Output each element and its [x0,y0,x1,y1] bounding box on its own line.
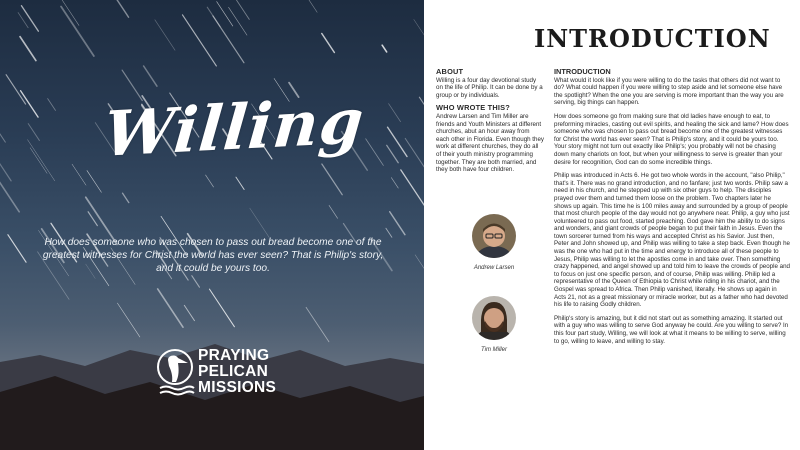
pelican-icon [154,348,196,398]
star-trail [217,2,233,26]
about-heading: ABOUT [436,67,464,76]
intro-heading: INTRODUCTION [554,67,611,76]
star-trail [0,109,5,142]
star-trail [305,0,317,12]
logo-line-3: MISSIONS [198,379,277,396]
star-trail [322,164,342,195]
author-photo-tim-miller [472,296,516,340]
sidebar-column [436,68,544,179]
star-trail [329,205,338,218]
star-trail [0,167,19,212]
praying-pelican-logo [148,342,298,404]
cover-title: Willing [101,84,368,171]
star-trail [155,20,175,50]
star-trail [401,170,424,222]
star-trail [207,7,220,26]
star-trail [48,99,56,111]
star-trail [306,307,329,341]
star-trail [21,91,38,117]
intro-paragraph-4: Philip's story is amazing, but it did not start out as something amazing. It started out with a guy who was willing to serve God anyway he could. Are you willing to serve? In this four part study, Willing, we will look at what it means to be willing to serve, willing to go, willing to leave, and willing to stay. [554,314,789,345]
logo-wordmark [198,348,276,396]
star-trail [144,66,157,86]
star-trail [6,75,25,104]
star-trail [72,164,86,185]
star-trail [0,154,11,181]
star-trail [250,208,269,237]
author-photo-andrew-larsen [472,214,516,258]
star-trail [236,177,244,189]
page-title: INTRODUCTION [534,24,771,53]
star-trail [28,124,39,141]
introduction-page [424,0,800,450]
star-trail [405,138,424,184]
about-text: Willing is a four day devotional study on the life of Philip. It can be done by a group or by individuals. [436,76,543,99]
star-trail [322,34,335,53]
star-trail [158,289,183,327]
star-trail [30,148,47,174]
star-trail [389,104,401,122]
star-trail [87,171,101,193]
star-trail [209,289,234,327]
star-trail [183,15,217,66]
intro-paragraph-1: What would it look like if you were willing to do the tasks that others did not want to do? What could happen if you were willing to step aside and let someone else have the spotlight? When the one you are serving is more important than the way you are serving, big things can happen. [554,76,784,107]
star-trail [56,0,79,25]
star-trail [192,276,200,288]
star-trail [414,19,424,42]
star-trail [123,193,129,203]
star-trail [21,6,38,31]
star-trail [390,212,405,235]
author-name-tim: Tim Miller [481,347,507,353]
intro-paragraph-2: How does someone go from making sure that old ladies have enough to eat, to preforming miracles, casting out evil spirits, and healing the sick and lame? How does someone who was chosen to pass out bread become one of the greatest witnesses for Christ the world has ever seen? That is Philip's story, and it could be yours too. Your story might not turn out exactly like Philip's; you probably will not be chasing down many chariots on foot, but when your willingness to serve is greater than your desire for recognition, God can do some incredible things. [554,112,789,166]
star-trail [18,13,28,28]
star-trail [386,228,392,237]
who-text: Andrew Larsen and Tim Miller are friends and Youth Ministers at different churches, abut an hour away from each other in Florida. Even though they work at different churches, they do all of their youth ministry programming together. They are both married, and they both have four children. [436,112,545,174]
author-name-andrew: Andrew Larsen [473,265,515,271]
portrait-image [472,214,516,258]
who-heading: WHO WROTE THIS? [436,103,511,113]
star-trail [387,145,399,162]
star-trail [27,140,54,181]
cover-description: How does someone who was chosen to pass out bread become one of the greatest witnesses for Christ the world has ever seen? That is Philip's story, and it could be yours too. [42,237,384,274]
logo-line-1: PRAYING [198,347,270,364]
star-trail [8,235,26,262]
star-trail [206,175,214,187]
star-trail [366,139,384,166]
logo-line-2: PELICAN [198,363,269,380]
star-trail [415,255,424,280]
portrait-image [472,296,516,340]
star-trail [382,45,386,52]
intro-paragraph-3: Philip was introduced in Acts 6. He got two whole words in the account, "also Philip," that's it. There was no grand introduction, and no fanfare; just two words. Philip saw a need in his church, and he stepped up with six other guys to help. The disciples prayed over them and turned them loose on the problem. Two chapters later he shows up again. This time he is 100 miles away and surrounded by a group of people that most church people of the day would not go anywhere near. Philip, a guy who just volunteered to pass out food, started preaching. God gave him the ability to do signs and wonders, and giant crowds of people began to put their faith in Jesus. Even the town sorcerer turned from his ways and accepted Christ as his Savior. Just then, Peter and John showed up, and Philip was willing to take a step back. Even though he was the one who had put in the time and energy to introduce all of these people to Jesus, Philip was willing to let the apostles come in and take over. Then something crazy happened, and angel showed up and told him to leave the crowds of people and to focus on just one specific person, and of course, Philip was willing. Philip led a representative of the Queen of Ethiopia to Christ while riding in his chariot, and the Gospel was spread to Africa. Then Philip vanished, literally. He shows up again in Acts 21, not as a great missionary or miracle worker, but as a father who had devoted his life to raising Godly children. [554,172,790,309]
star-trail [61,7,94,57]
star-trail [235,0,249,19]
star-trail [391,178,398,189]
star-trail [388,127,407,156]
main-column [554,68,790,351]
star-trail [111,0,129,17]
star-trail [184,305,194,320]
star-trail [20,37,36,61]
star-trail [117,303,139,337]
